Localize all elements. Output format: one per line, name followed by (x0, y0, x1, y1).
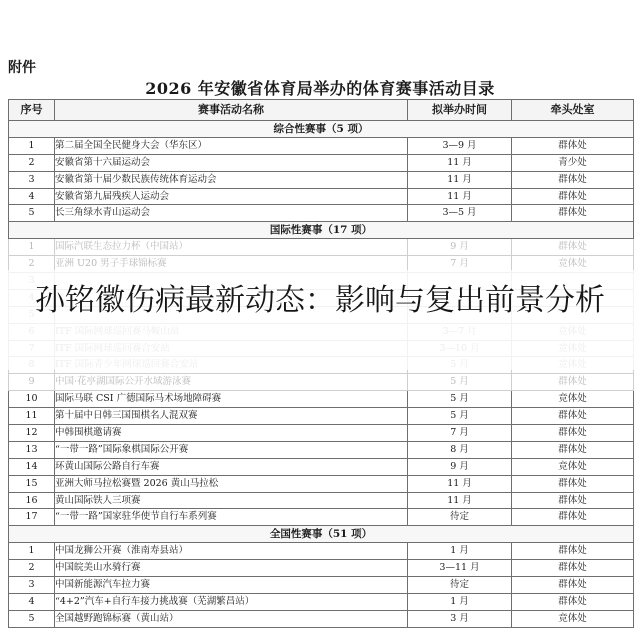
table-row (9, 391, 634, 408)
header-no: 序号 (9, 100, 55, 121)
cell-time: 11 月 (408, 475, 512, 492)
table-row (9, 543, 634, 560)
table-row (9, 509, 634, 526)
cell-no: 9 (9, 374, 55, 391)
cell-name: 黄山国际铁人三项赛 (55, 492, 408, 509)
cell-time: 7 月 (408, 425, 512, 442)
section-header-row (9, 222, 634, 239)
cell-name: 第十届中日韩三国围棋名人混双赛 (55, 408, 408, 425)
header-name: 赛事活动名称 (55, 100, 408, 121)
cell-name: 环黄山国际公路自行车赛 (55, 458, 408, 475)
cell-no: 17 (9, 509, 55, 526)
table-header-row (9, 100, 634, 121)
cell-name: 中韩围棋邀请赛 (55, 425, 408, 442)
cell-time: 1 月 (408, 593, 512, 610)
cell-no: 1 (9, 239, 55, 256)
cell-no: 16 (9, 492, 55, 509)
cell-dept: 群体处 (512, 171, 634, 188)
table-row (9, 425, 634, 442)
cell-time: 5 月 (408, 391, 512, 408)
cell-dept: 群体处 (512, 577, 634, 594)
table-row (9, 374, 634, 391)
cell-name: 中国皖美山水骑行赛 (55, 560, 408, 577)
cell-no: 3 (9, 577, 55, 594)
table-row (9, 205, 634, 222)
cell-name: “一带一路”国际象棋国际公开赛 (55, 441, 408, 458)
cell-no: 15 (9, 475, 55, 492)
cell-name: 国际马联 CSI 广德国际马术场地障碍赛 (55, 391, 408, 408)
table-row (9, 475, 634, 492)
cell-name: 亚洲 U20 男子手球锦标赛 (55, 256, 408, 273)
cell-time: 5 月 (408, 408, 512, 425)
table-row (9, 577, 634, 594)
cell-name: 第二届全国全民健身大会（华东区） (55, 137, 408, 154)
cell-name: 中国新能源汽车拉力赛 (55, 577, 408, 594)
cell-time: 待定 (408, 509, 512, 526)
cell-time: 9 月 (408, 458, 512, 475)
cell-no: 5 (9, 205, 55, 222)
cell-dept: 群体处 (512, 137, 634, 154)
table-row (9, 239, 634, 256)
cell-name: 亚洲大师马拉松赛暨 2026 黄山马拉松 (55, 475, 408, 492)
cell-dept: 群体处 (512, 239, 634, 256)
section-title: 国际性赛事（17 项） (9, 222, 634, 239)
cell-time: 3—5 月 (408, 205, 512, 222)
cell-dept: 群体处 (512, 425, 634, 442)
cell-name: “4+2”汽车+自行车接力挑战赛（芜湖繁昌站） (55, 593, 408, 610)
cell-dept: 群体处 (512, 374, 634, 391)
cell-dept: 青少处 (512, 154, 634, 171)
cell-name: 安徽省第十六届运动会 (55, 154, 408, 171)
section-header-row (9, 526, 634, 543)
cell-no: 4 (9, 188, 55, 205)
header-dept: 牵头处室 (512, 100, 634, 121)
table-row (9, 154, 634, 171)
cell-no: 12 (9, 425, 55, 442)
cell-dept: 群体处 (512, 205, 634, 222)
cell-no: 13 (9, 441, 55, 458)
cell-time: 3—11 月 (408, 560, 512, 577)
cell-dept: 群体处 (512, 188, 634, 205)
cell-time: 11 月 (408, 188, 512, 205)
attachment-label: 附件 (8, 60, 36, 76)
table-row (9, 171, 634, 188)
cell-dept: 群体处 (512, 543, 634, 560)
cell-time: 1 月 (408, 543, 512, 560)
cell-dept: 群体处 (512, 441, 634, 458)
table-row (9, 137, 634, 154)
cell-dept: 竞体处 (512, 458, 634, 475)
cell-no: 5 (9, 610, 55, 627)
cell-dept: 群体处 (512, 509, 634, 526)
cell-no: 1 (9, 137, 55, 154)
cell-time: 3 月 (408, 610, 512, 627)
document-title: 2026 年安徽省体育局举办的体育赛事活动目录 (145, 79, 495, 98)
headline: 孙铭徽伤病最新动态：影响与复出前景分析 (35, 283, 605, 318)
cell-dept: 群体处 (512, 593, 634, 610)
cell-dept: 群体处 (512, 475, 634, 492)
cell-no: 2 (9, 154, 55, 171)
cell-no: 11 (9, 408, 55, 425)
cell-time: 待定 (408, 577, 512, 594)
cell-time: 11 月 (408, 154, 512, 171)
cell-time: 7 月 (408, 256, 512, 273)
cell-dept: 群体处 (512, 492, 634, 509)
cell-time: 8 月 (408, 441, 512, 458)
section-title: 综合性赛事（5 项） (9, 121, 634, 138)
cell-time: 5 月 (408, 374, 512, 391)
cell-time: 3—9 月 (408, 137, 512, 154)
cell-name: 中国龙狮公开赛（淮南寿县站） (55, 543, 408, 560)
cell-no: 2 (9, 560, 55, 577)
cell-name: “一带一路”国家驻华使节自行车系列赛 (55, 509, 408, 526)
cell-no: 14 (9, 458, 55, 475)
table-row (9, 408, 634, 425)
header-time: 拟举办时间 (408, 100, 512, 121)
table-row (9, 441, 634, 458)
cell-no: 1 (9, 543, 55, 560)
cell-dept: 群体处 (512, 560, 634, 577)
cell-dept: 群体处 (512, 408, 634, 425)
cell-name: 安徽省第十届少数民族传统体育运动会 (55, 171, 408, 188)
cell-dept: 竞体处 (512, 256, 634, 273)
cell-name: 国际汽联生态拉力杯（中国站） (55, 239, 408, 256)
cell-no: 10 (9, 391, 55, 408)
cell-no: 3 (9, 171, 55, 188)
table-row (9, 560, 634, 577)
cell-name: 中国·花亭湖国际公开水域游泳赛 (55, 374, 408, 391)
cell-dept: 竞体处 (512, 610, 634, 627)
cell-no: 4 (9, 593, 55, 610)
table-row (9, 188, 634, 205)
table-row (9, 458, 634, 475)
table-row (9, 593, 634, 610)
cell-time: 11 月 (408, 492, 512, 509)
cell-time: 11 月 (408, 171, 512, 188)
cell-name: 全国越野跑锦标赛（黄山站） (55, 610, 408, 627)
cell-no: 2 (9, 256, 55, 273)
table-body (9, 121, 634, 628)
cell-dept: 竞体处 (512, 391, 634, 408)
cell-name: 长三角绿水青山运动会 (55, 205, 408, 222)
table-row (9, 492, 634, 509)
cell-time: 9 月 (408, 239, 512, 256)
cell-name: 安徽省第九届残疾人运动会 (55, 188, 408, 205)
section-title: 全国性赛事（51 项） (9, 526, 634, 543)
section-header-row (9, 121, 634, 138)
table-row (9, 610, 634, 627)
